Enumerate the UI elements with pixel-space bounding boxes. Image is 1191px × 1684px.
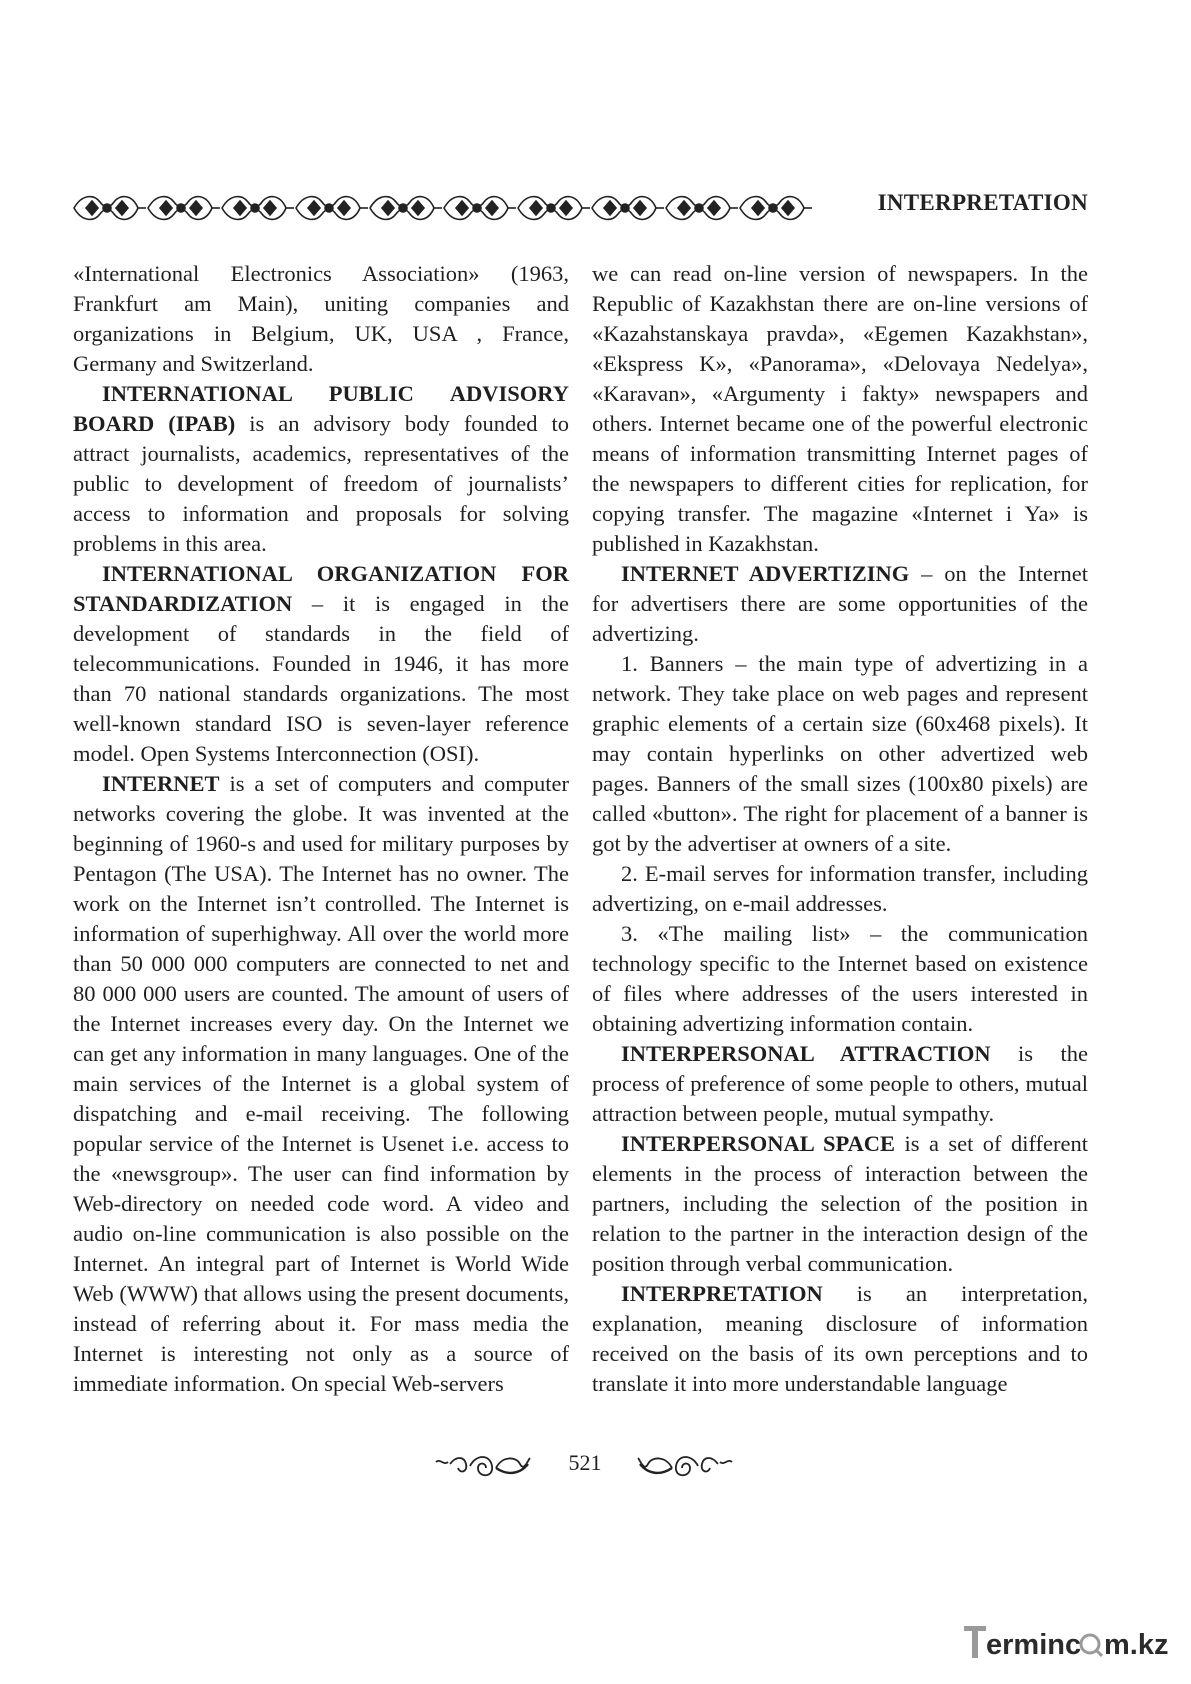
entry-term: INTERNATIONAL PUBLIC ADVISORY BOARD (IPAB) bbox=[73, 381, 569, 436]
entry-text: is an advisory body founded to attract journalists, academics, representatives of the public to development of freedom of journalists’ access to information and proposals for solving problems in this area. bbox=[73, 411, 570, 556]
entry-text: 3. «The mailing list» – the communication technology specific to the Internet based on existence of files where addresses of the users interested in obtaining advertizing information contain. bbox=[592, 921, 1088, 1036]
entry-text: we can read on-line version of newspapers. In the Republic of Kazakhstan there are on-line versions of «Kazahstanskaya pravda», «Egemen Kazakhstan», «Ekspress K», «Panorama», «Delovaya Nedelya», «Karavan», «Argumenty i fakty» newspapers and others. Internet became one of the powerful electronic means of information transmitting Internet pages of the newspapers to different cities for replication, for copying transfer. The magazine «Internet i Ya» is published in Kazakhstan. bbox=[592, 261, 1088, 556]
scroll-flourish-icon bbox=[432, 1450, 532, 1480]
entry-text: – it is engaged in the development of standards in the field of telecommunications. Founded in 1946, it has more than 70 national standards organizations. The most well-known standard ISO is seven-layer reference model. Open Systems Interconnection (OSI). bbox=[73, 591, 569, 766]
right-column bbox=[592, 259, 1088, 1399]
entry-term: INTERPERSONAL SPACE bbox=[621, 1131, 896, 1156]
left-column bbox=[73, 259, 569, 1399]
entry-paragraph bbox=[73, 379, 569, 559]
entry-paragraph bbox=[73, 769, 569, 1399]
entry-term: INTERPRETATION bbox=[621, 1281, 823, 1306]
entry-paragraph bbox=[73, 559, 569, 769]
entry-text: is an interpretation, explanation, meaning disclosure of information received on the basis of its own perceptions and to translate it into more understandable language bbox=[592, 1281, 1088, 1396]
entry-text: is a set of different elements in the process of interaction between the partners, including the selection of the position in relation to the partner in the interaction design of the position through verbal communication. bbox=[592, 1131, 1089, 1276]
list-item bbox=[592, 919, 1088, 1039]
entry-paragraph bbox=[592, 259, 1088, 559]
svg-text:m.kz: m.kz bbox=[1104, 1629, 1169, 1661]
entry-paragraph bbox=[592, 1279, 1088, 1399]
entry-text: «International Electronics Association» (1963, Frankfurt am Main), uniting companies and organizations in Belgium, UK, USA , France, Germany and Switzerland. bbox=[73, 261, 569, 376]
list-item bbox=[592, 649, 1088, 859]
list-item bbox=[592, 859, 1088, 919]
entry-paragraph bbox=[592, 1129, 1088, 1279]
scroll-flourish-icon bbox=[636, 1450, 736, 1480]
entry-term: INTERNET bbox=[102, 771, 220, 796]
entry-text: – on the Internet for advertisers there are some opportunities of the advertizing. bbox=[592, 561, 1089, 646]
entry-text: is the process of preference of some people to others, mutual attraction between people, mutual sympathy. bbox=[592, 1041, 1088, 1126]
entry-text: is a set of computers and computer networks covering the globe. It was invented at the beginning of 1960-s and used for military purposes by Pentagon (The USA). The Internet has no owner. The work on the Internet isn’t controlled. The Internet is information of superhighway. All over the world more than 50 000 000 computers are connected to net and 80 000 000 users are counted. The amount of users of the Internet increases every day. On the Internet we can get any information in many languages. One of the main services of the Internet is a global system of dispatching and e-mail receiving. The following popular service of the Internet is Usenet i.e. access to the «newsgroup». The user can find information by Web-directory on needed code word. A video and audio on-line communication is also possible on the Internet. An integral part of Internet is World Wide Web (WWW) that allows using the present documents, instead of referring about it. For mass media the Internet is interesting not only as a source of immediate information. On special Web-servers bbox=[73, 771, 569, 1396]
svg-text:erminc: erminc bbox=[986, 1629, 1082, 1661]
page-number: 521 bbox=[568, 1450, 602, 1475]
entry-term: INTERNET ADVERTIZING bbox=[621, 561, 910, 586]
entry-text: 1. Banners – the main type of advertizing in a network. They take place on web pages and represent graphic elements of a certain size (60x468 pixels). It may contain hyperlinks on other advertized web pages. Banners of the small sizes (100x80 pixels) are called «button». The right for placement of a banner is got by the advertiser at owners of a site. bbox=[592, 651, 1088, 856]
entry-term: INTERNATIONAL ORGANIZATION FOR STANDARDIZATION bbox=[73, 561, 569, 616]
entry-paragraph bbox=[592, 1039, 1088, 1129]
entry-term: INTERPERSONAL ATTRACTION bbox=[621, 1041, 991, 1066]
ornament-border-icon bbox=[72, 188, 812, 228]
termincom-watermark-logo bbox=[960, 1620, 1180, 1664]
entry-paragraph bbox=[73, 259, 569, 379]
entry-text: 2. E-mail serves for information transfer, including advertizing, on e-mail addresses. bbox=[592, 861, 1088, 916]
running-header-title: INTERPRETATION bbox=[877, 190, 1088, 215]
entry-paragraph bbox=[592, 559, 1088, 649]
